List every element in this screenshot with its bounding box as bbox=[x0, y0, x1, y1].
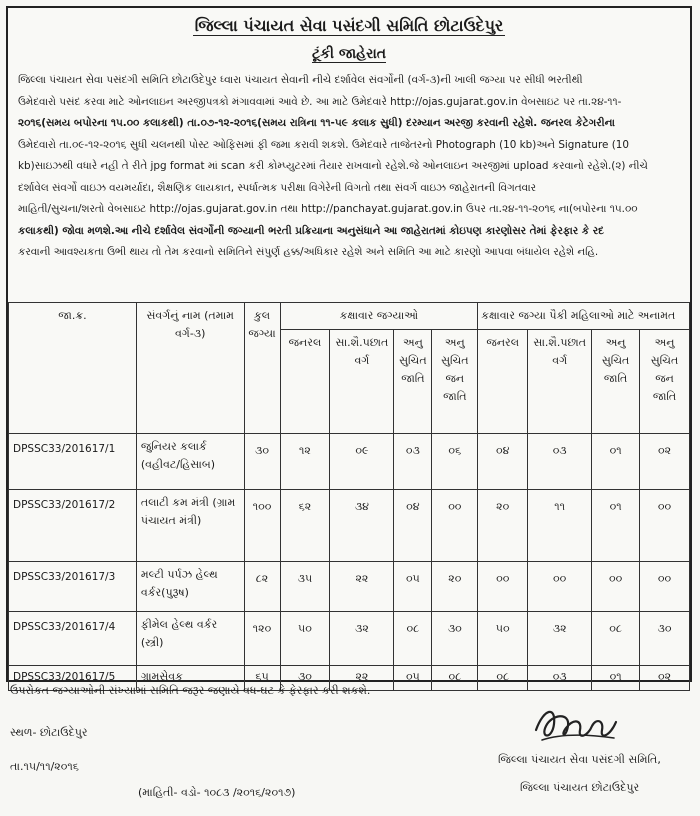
subheader-cell: અનુ સુચિત જાતિ bbox=[394, 330, 432, 434]
subheader-cell: અનુ સુચિત જન જાતિ bbox=[640, 330, 690, 434]
body-line: દર્શાવેલ સંવર્ગો વાઇઝ વયમર્યાદા, શૈક્ષણિક લાયકાત, સ્પર્ધાત્મક પરીક્ષા વિગેરેની વિગતો તથા સંવર્ગ વાઇઝ જાહેરાતની વિગતવાર bbox=[18, 181, 536, 194]
row-cell: ૫૦ bbox=[478, 612, 528, 666]
body-line: કરવાની આવશ્યકતા ઉભી થાય તો તેમ કરવાનો સમિતિને સંપુર્ણ હક્ક/અધિકાર રહેશે અને સમિતિ આ માટે કારણો આપવા બંધાયેલ રહેશે નહિ. bbox=[18, 246, 599, 258]
table-row bbox=[9, 434, 690, 490]
row-cell: ૦૦ bbox=[640, 490, 690, 562]
header-jak: જા.ક્ર. bbox=[9, 303, 137, 434]
row-cell: ૨૨ bbox=[330, 562, 394, 612]
row-cadre: ગ્રામસેવક bbox=[136, 666, 244, 691]
row-code: DPSSC33/201617/2 bbox=[9, 490, 137, 562]
row-cell: ૦૦ bbox=[478, 562, 528, 612]
header-women-group: કક્ષાવાર જગ્યા પૈકી મહિલાઓ માટે અનામત bbox=[478, 303, 690, 330]
row-code: DPSSC33/201617/3 bbox=[9, 562, 137, 612]
row-cell: ૦૦ bbox=[432, 490, 478, 562]
signatory-line-1: જિલ્લા પંચાયત સેવા પસંદગી સમિતિ, bbox=[498, 753, 661, 766]
vacancy-table bbox=[8, 302, 690, 691]
header-cadre: સંવર્ગનું નામ (તમામ વર્ગ-૩) bbox=[136, 303, 244, 434]
body-line: જિલ્લા પંચાયત સેવા પસંદગી સમિતિ છોટાઉદેપુર ધ્વારા પંચાયત સેવાની નીચે દર્શાવેલ સંવર્ગોની (વર્ગ-૩)ની ખાલી જગ્યા પર સીધી ભરતીથી bbox=[18, 74, 583, 86]
row-cell: ૨૨ bbox=[330, 666, 394, 691]
subheader-cell: જનરલ bbox=[478, 330, 528, 434]
subheader-cell: જનરલ bbox=[280, 330, 330, 434]
header-category-group: કક્ષાવાર જગ્યાઓ bbox=[280, 303, 478, 330]
row-cell: ૦૫ bbox=[394, 562, 432, 612]
row-cell: ૩૨ bbox=[330, 612, 394, 666]
header-total: કુલ જગ્યા bbox=[244, 303, 280, 434]
footer-note: ઉપરોકત જગ્યાઓની સંખ્યામાં સમિતિ જરૂર જણાયે વધ-ઘટ કે ફેરફાર કરી શકશે. bbox=[10, 684, 371, 697]
row-cell: ૦૨ bbox=[640, 666, 690, 691]
row-cadre: તલાટી કમ મંત્રી (ગ્રામ પંચાયત મંત્રી) bbox=[136, 490, 244, 562]
row-cell: ૦૩ bbox=[528, 666, 592, 691]
row-cell: ૧૧ bbox=[528, 490, 592, 562]
row-cell: ૦૯ bbox=[330, 434, 394, 490]
row-cell: ૩૨ bbox=[528, 612, 592, 666]
row-total: ૬૫ bbox=[244, 666, 280, 691]
signatory-line-2: જિલ્લા પંચાયત છોટાઉદેપુર bbox=[520, 781, 640, 794]
table-header-row bbox=[9, 303, 690, 330]
row-cell: ૦૦ bbox=[640, 562, 690, 612]
row-cell: ૬૨ bbox=[280, 490, 330, 562]
subheader-cell: અનુ સુચિત જાતિ bbox=[592, 330, 640, 434]
row-cell: ૦૧ bbox=[592, 666, 640, 691]
row-total: ૧૨૦ bbox=[244, 612, 280, 666]
signature-image bbox=[530, 700, 620, 748]
row-cell: ૦૩ bbox=[394, 434, 432, 490]
row-total: ૩૦ bbox=[244, 434, 280, 490]
row-cell: ૦૨ bbox=[640, 434, 690, 490]
row-total: ૮૨ bbox=[244, 562, 280, 612]
row-cell: ૦૩ bbox=[528, 434, 592, 490]
subheader-cell: અનુ સુચિત જન જાતિ bbox=[432, 330, 478, 434]
subheader-cell: સા.શૈ.પછાત વર્ગ bbox=[330, 330, 394, 434]
row-cadre: મલ્ટી પર્પઝ હેલ્થ વર્કર(પુરૂષ) bbox=[136, 562, 244, 612]
row-cell: ૨૦ bbox=[432, 562, 478, 612]
body-line: ઉમેદવારો તા.૦૯-૧૨-૨૦૧૬ સુધી ચલનથી પોસ્ટ ઓફિસમાં ફી જમા કરાવી શકશે. ઉમેદવારે તાજેતરનો Photograph (10 kb)અને Signature (10 bbox=[18, 138, 630, 151]
row-cell: ૦૧ bbox=[592, 490, 640, 562]
table-row bbox=[9, 612, 690, 666]
notice-frame bbox=[6, 6, 692, 682]
row-cadre: જુનિયર કલાર્ક (વહીવટ/હિસાબ) bbox=[136, 434, 244, 490]
table-row bbox=[9, 562, 690, 612]
row-cell: ૦૮ bbox=[478, 666, 528, 691]
row-cell: ૦૬ bbox=[432, 434, 478, 490]
row-cell: ૦૮ bbox=[394, 612, 432, 666]
row-cell: ૦૮ bbox=[432, 666, 478, 691]
row-cell: ૦૦ bbox=[528, 562, 592, 612]
notice-body bbox=[18, 70, 680, 264]
row-cell: ૩૦ bbox=[280, 666, 330, 691]
row-cell: ૧૨ bbox=[280, 434, 330, 490]
row-cell: ૩૦ bbox=[640, 612, 690, 666]
row-cell: ૦૦ bbox=[592, 562, 640, 612]
body-line: કલાકથી) જોવા મળશે.આ નીચે દર્શાવેલ સંવર્ગોની જગ્યાની ભરતી પ્રક્રિયાના અનુસંધાને આ જાહેરાતમાં કોઇપણ કારણોસર તેમાં ફેરફાર કે રદ bbox=[18, 224, 604, 237]
row-cell: ૨૦ bbox=[478, 490, 528, 562]
row-cell: ૩૦ bbox=[432, 612, 478, 666]
row-cell: ૦૪ bbox=[478, 434, 528, 490]
info-reference: (માહિતી- વડો- ૧૦૮૩ /૨૦૧૬/૨૦૧૭) bbox=[138, 786, 296, 799]
body-line: માહિતી/સુચના/શરતો વેબસાઇટ http://ojas.gujarat.gov.in તથા http://panchayat.gujarat.gov.in ઉપર તા.૨૪-૧૧-૨૦૧૬ ના(બપોરના ૧૫.૦૦ bbox=[18, 203, 638, 215]
row-cell: ૩૪ bbox=[330, 490, 394, 562]
row-code: DPSSC33/201617/4 bbox=[9, 612, 137, 666]
row-cell: ૫૦ bbox=[280, 612, 330, 666]
row-cell: ૦૮ bbox=[592, 612, 640, 666]
date: તા.૧૫/૧૧/૨૦૧૬ bbox=[10, 760, 79, 773]
notice-subtitle: ટૂંકી જાહેરાત bbox=[311, 46, 387, 62]
table-row bbox=[9, 490, 690, 562]
row-cell: ૦૫ bbox=[394, 666, 432, 691]
body-line: ઉમેદવારો પસંદ કરવા માટે ઓનલાઇન અરજીપત્રકો મંગાવવામાં આવે છે. આ માટે ઉમેદવારે http://ojas.gujarat.gov.in વેબસાઇટ પર તા.૨૪-૧૧- bbox=[18, 95, 622, 108]
body-line: kb)સાઇઝથી વધારે નહી તે રીતે jpg format માં scan કરી કોમ્પ્યુટરમાં તૈયાર રાખવાનો રહેશે.જે ઓનલાઇન અરજીમાં upload કરવાનો રહેશે.(૨) નીચે bbox=[18, 160, 648, 172]
row-cell: ૩૫ bbox=[280, 562, 330, 612]
row-cell: ૦૪ bbox=[394, 490, 432, 562]
row-code: DPSSC33/201617/5 bbox=[9, 666, 137, 691]
place: સ્થળ- છોટાઉદેપુર bbox=[10, 726, 88, 739]
subheader-cell: સા.શૈ.પછાત વર્ગ bbox=[528, 330, 592, 434]
row-cell: ૦૧ bbox=[592, 434, 640, 490]
row-code: DPSSC33/201617/1 bbox=[9, 434, 137, 490]
body-line: ૨૦૧૬(સમય બપોરના ૧૫.૦૦ કલાકથી) તા.૦૭-૧૨-૨૦૧૬(સમય રાત્રિના ૧૧-૫૯ કલાક સુધી) દરમ્યાન અરજી કરવાની રહેશે. જનરલ કેટેગરીના bbox=[18, 117, 615, 129]
notice-title: જિલ્લા પંચાયત સેવા પસંદગી સમિતિ છોટાઉદેપુર bbox=[194, 16, 504, 35]
row-cadre: ફીમેલ હેલ્થ વર્કર (સ્ત્રી) bbox=[136, 612, 244, 666]
row-total: ૧૦૦ bbox=[244, 490, 280, 562]
